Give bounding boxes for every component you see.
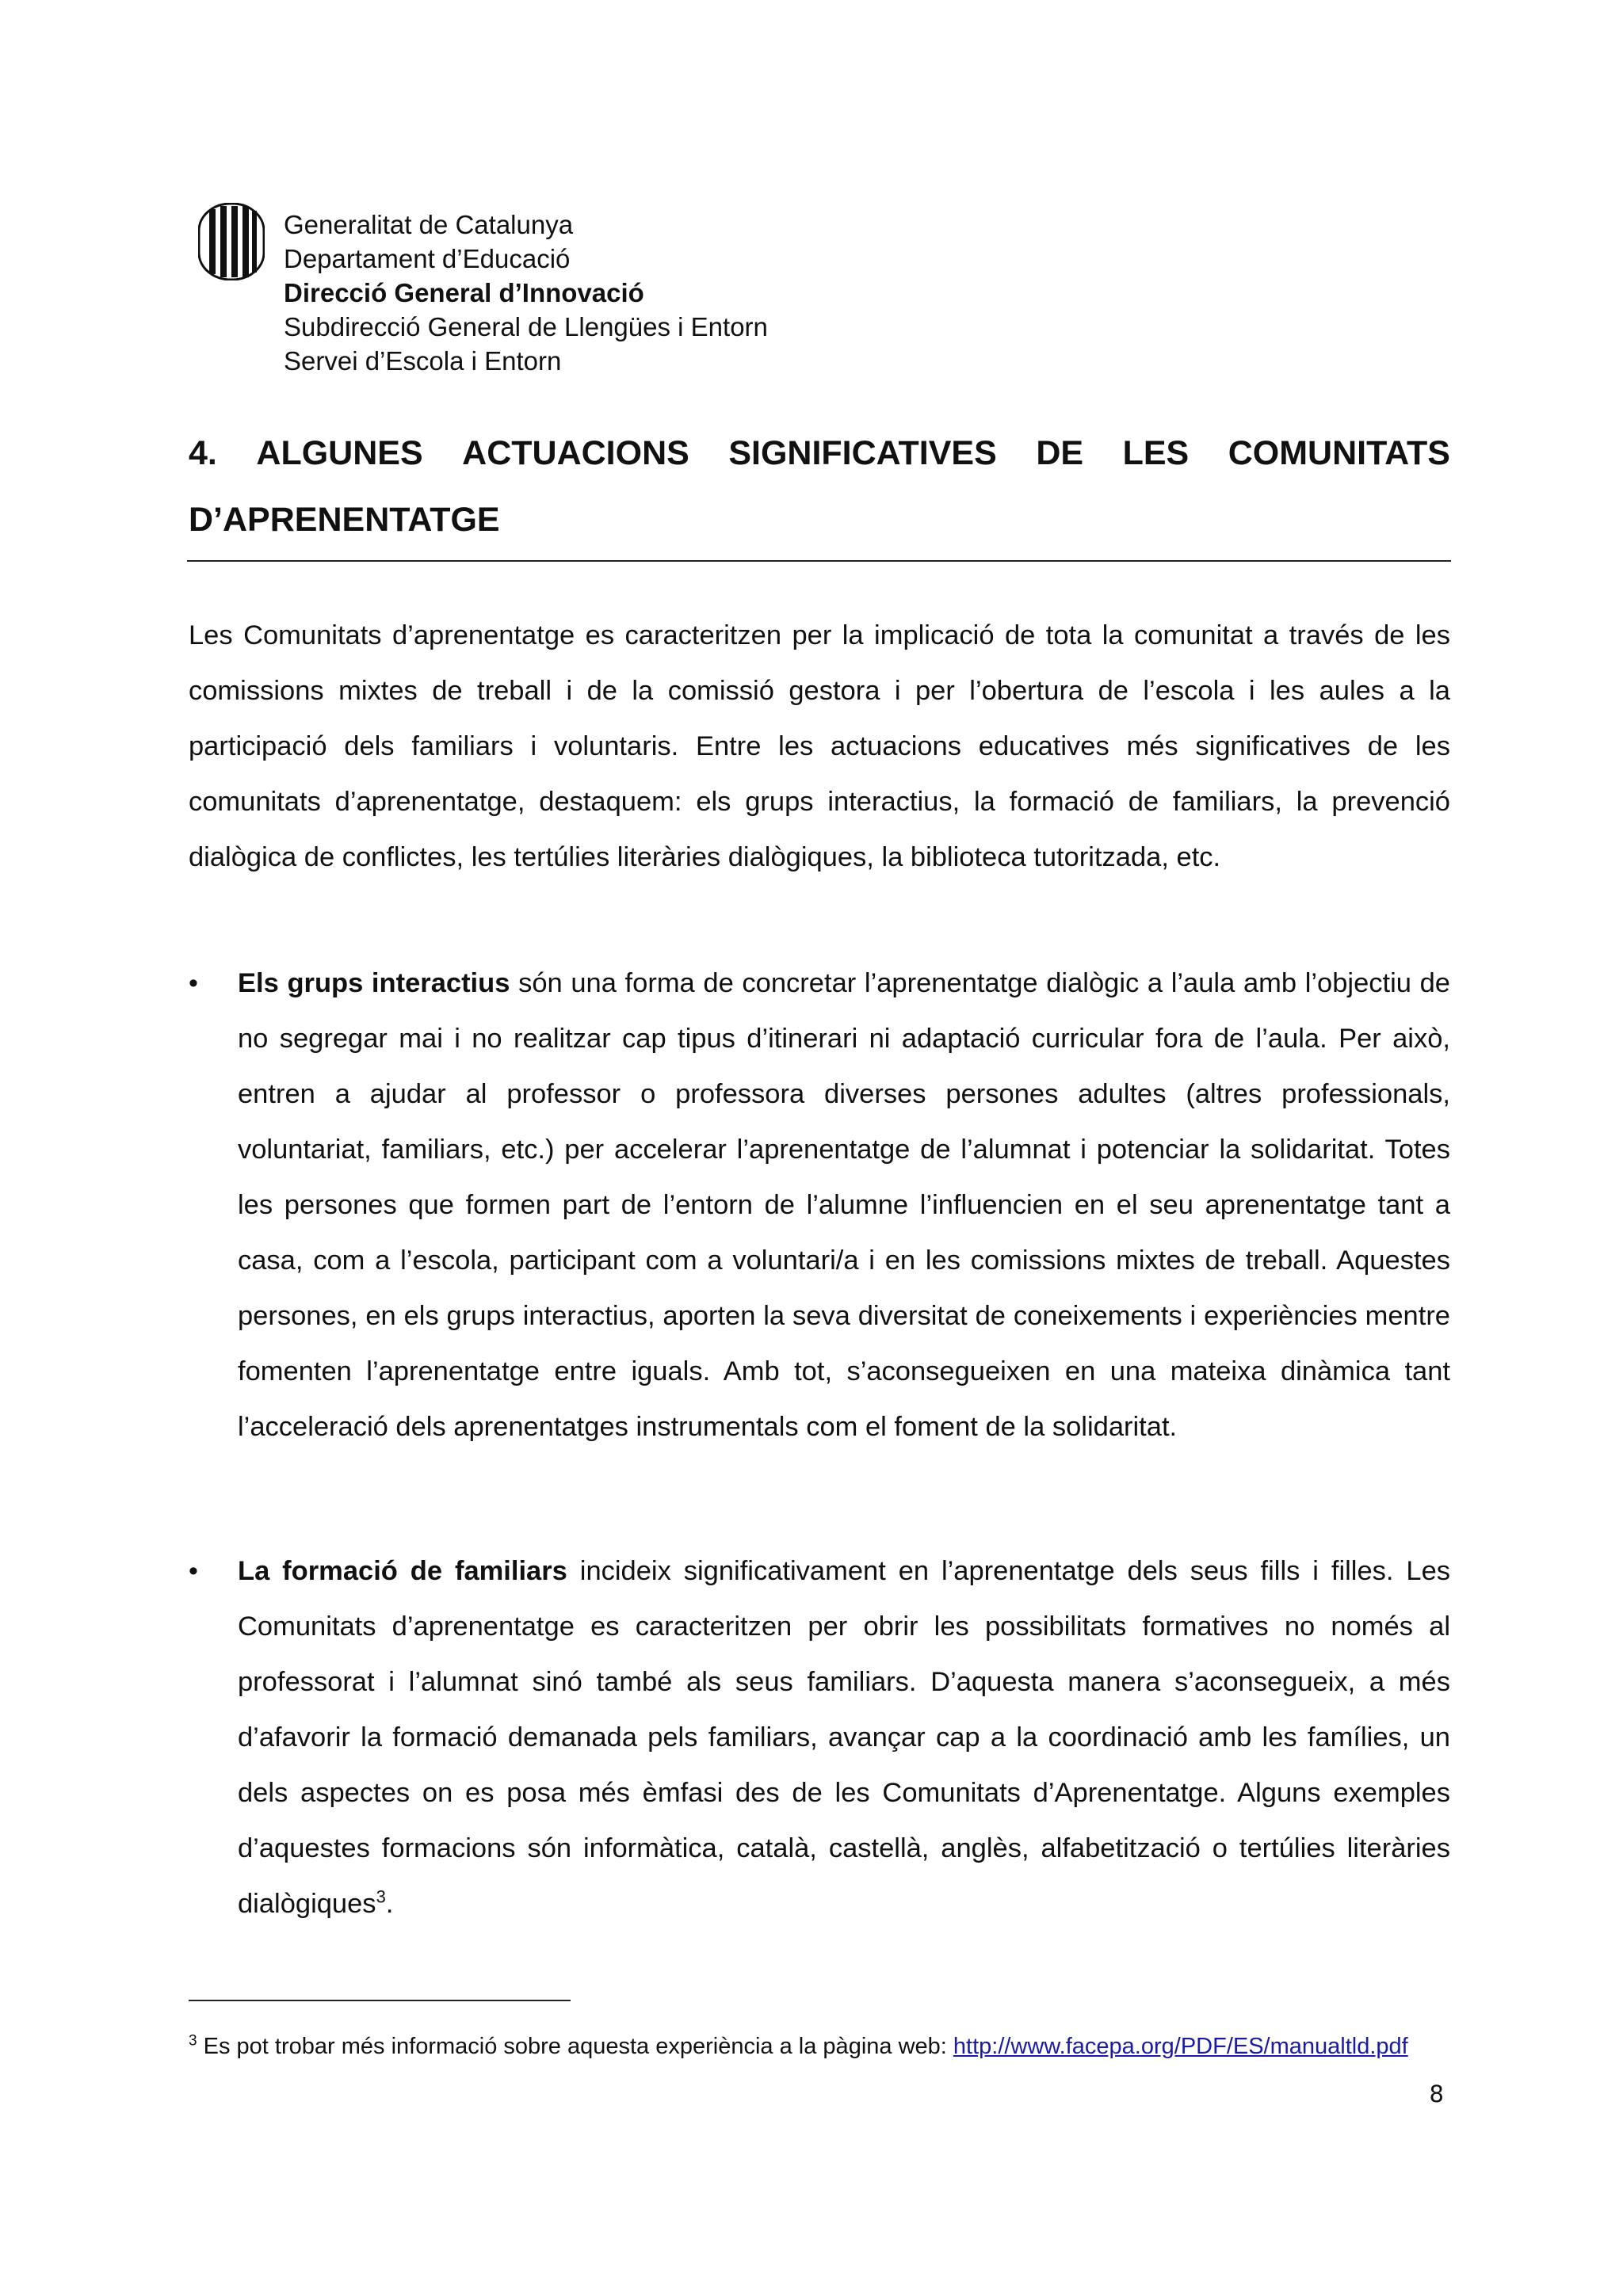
section-title-line2: D’APRENENTATGE [189,501,500,539]
title-word: ALGUNES [256,434,423,472]
list-item-body: incideix significativament en l’aprenentatge dels seus fills i filles. Les Comunitats d’aprenentatge es caracteritzen per obrir les possibilitats formatives no només al professorat i l’alumnat sinó també als seus familiars. D’aquesta manera s’aconsegueix, a més d’afavorir la formació demanada pels familiars, avançar cap a la coordinació amb les famílies, un dels aspectes on es posa més èmfasi des de les Comunitats d’Aprenentatge. Alguns exemples d’aquestes formacions són informàtica, català, castellà, anglès, alfabetització o tertúlies literàries dialògiques [238,1556,1451,1919]
intro-paragraph: Les Comunitats d’aprenentatge es caracteritzen per la implicació de tota la comunitat a través de les comissions mixtes de treball i de la comissió gestora i per l’obertura de l’escola i les aules a la participació dels familiars i voluntaris. Entre les actuacions educatives més significatives de les comunitats d’aprenentatge, destaquem: els grups interactius, la formació de familiars, la prevenció dialògica de conflictes, les tertúlies literàries dialògiques, la biblioteca tutoritzada, etc. [189,620,1450,872]
title-word: COMUNITATS [1228,434,1450,472]
bullet-icon: • [189,968,198,998]
footnote-divider [189,2000,571,2001]
list-item-lead: Els grups interactius [238,968,510,998]
footnote-number: 3 [189,2032,197,2050]
title-word: DE [1036,434,1084,472]
title-word: 4. [189,434,217,472]
header-line: Subdirecció General de Llengües i Entorn [284,312,768,341]
footnote-reference[interactable]: 3 [376,1886,386,1907]
header-line-bold: Direcció General d’Innovació [284,278,644,307]
bullet-icon: • [189,1556,198,1586]
list-item-text [238,955,1450,1455]
section-title-line1 [189,420,1450,486]
list-item-text [238,1543,1450,1932]
page-number: 8 [1429,2081,1444,2107]
title-word: LES [1122,434,1190,472]
footnote [189,2031,1408,2061]
header-line: Departament d’Educació [284,244,571,273]
header-line: Servei d’Escola i Entorn [284,346,562,376]
footnote-link[interactable]: http://www.facepa.org/PDF/ES/manualtld.pdf [953,2034,1408,2059]
header-line: Generalitat de Catalunya [284,210,574,239]
list-item-end: . [385,1889,394,1919]
title-word: SIGNIFICATIVES [728,434,997,472]
list-item-body: són una forma de concretar l’aprenentatge dialògic a l’aula amb l’objectiu de no segregar mai i no realitzar cap tipus d’itinerari ni adaptació curricular fora de l’aula. Per això, entren a ajudar al professor o professora diverses persones adultes (altres professionals, voluntariat, familiars, etc.) per accelerar l’aprenentatge de l’alumnat i potenciar la solidaritat. Totes les persones que formen part de l’entorn de l’alumne l’influencien en el seu aprenentatge tant a casa, com a l’escola, participant com a voluntari/a i en les comissions mixtes de treball. Aquestes persones, en els grups interactius, aporten la seva diversitat de coneixements i experiències mentre fomenten l’aprenentatge entre iguals. Amb tot, s’aconsegueixen en una mateixa dinàmica tant l’acceleració dels aprenentatges instrumentals com el foment de la solidaritat. [238,968,1450,1442]
institution-header [284,208,768,378]
list-item-lead: La formació de familiars [238,1556,567,1586]
footnote-text: Es pot trobar més informació sobre aquesta experiència a la pàgina web: [197,2034,953,2059]
title-word: ACTUACIONS [462,434,689,472]
title-divider [187,560,1451,562]
section-title [189,420,1450,553]
generalitat-logo-icon [198,203,265,280]
